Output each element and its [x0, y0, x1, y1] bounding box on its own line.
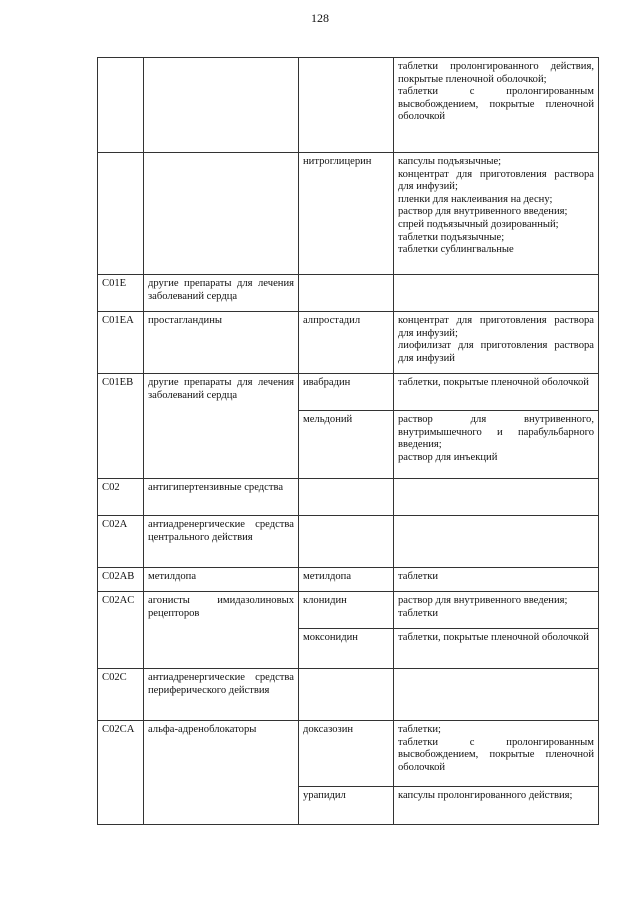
group-name-cell: агонисты имидазолиновых рецепторов: [144, 592, 299, 669]
inn-cell: клонидин: [299, 592, 394, 629]
dosage-forms-cell: [394, 721, 599, 787]
dosage-forms-cell: [394, 153, 599, 275]
dosage-forms-cell: [394, 592, 599, 629]
dosage-form: таблетки;: [398, 724, 441, 735]
inn-cell: [299, 275, 394, 312]
atc-code-cell: C02C: [98, 669, 144, 721]
dosage-forms-cell: [394, 411, 599, 479]
table-row: [98, 721, 599, 787]
dosage-form: таблетки подъязычные;: [398, 231, 505, 243]
page-number: 128: [311, 11, 329, 25]
table-row: [98, 58, 599, 153]
dosage-form: капсулы пролонгированного действия;: [398, 790, 573, 801]
dosage-forms-cell: [394, 629, 599, 669]
table-row: [98, 312, 599, 374]
dosage-form: спрей подъязычный дозированный;: [398, 218, 559, 230]
group-name-cell: антигипертензивные средства: [144, 479, 299, 516]
atc-code-cell: C02CA: [98, 721, 144, 825]
dosage-form: раствор для инъекций: [398, 451, 498, 463]
dosage-forms-cell: [394, 787, 599, 825]
group-name-cell: простагландины: [144, 312, 299, 374]
dosage-form: таблетки пролонгированного действия, покрытые пленочной оболочкой;: [398, 61, 594, 85]
dosage-form: таблетки, покрытые пленочной оболочкой: [398, 632, 589, 643]
atc-code-cell: C02AC: [98, 592, 144, 669]
dosage-forms-cell: [394, 312, 599, 374]
inn-cell: урапидил: [299, 787, 394, 825]
dosage-forms-cell: [394, 568, 599, 592]
dosage-forms-cell: [394, 374, 599, 411]
inn-cell: моксонидин: [299, 629, 394, 669]
dosage-form: раствор для внутривенного, внутримышечного и парабульбарного введения;: [398, 414, 594, 451]
group-name-cell: метилдопа: [144, 568, 299, 592]
dosage-form: таблетки сублингвальные: [398, 244, 514, 256]
atc-code-cell: [98, 58, 144, 153]
group-name-cell: [144, 58, 299, 153]
dosage-form: концентрат для приготовления раствора для инфузий;: [398, 168, 594, 193]
table-row: [98, 153, 599, 275]
inn-cell: метилдопа: [299, 568, 394, 592]
table-row: [98, 374, 599, 411]
group-name-cell: альфа-адреноблокаторы: [144, 721, 299, 825]
group-name-cell: другие препараты для лечения заболеваний сердца: [144, 374, 299, 479]
dosage-forms-cell: [394, 516, 599, 568]
atc-drug-table: [97, 57, 599, 825]
inn-cell: [299, 516, 394, 568]
inn-cell: [299, 479, 394, 516]
inn-cell: [299, 58, 394, 153]
atc-code-cell: C02AB: [98, 568, 144, 592]
dosage-form: таблетки: [398, 571, 439, 582]
group-name-cell: антиадренергические средства центрального действия: [144, 516, 299, 568]
atc-code-cell: C01E: [98, 275, 144, 312]
dosage-form: таблетки, покрытые пленочной оболочкой: [398, 377, 589, 388]
group-name-cell: другие препараты для лечения заболеваний сердца: [144, 275, 299, 312]
table-row: [98, 479, 599, 516]
table-row: [98, 568, 599, 592]
dosage-form: капсулы подъязычные;: [398, 156, 502, 167]
inn-cell: мельдоний: [299, 411, 394, 479]
dosage-form: таблетки с пролонгированным высвобождением, покрытые пленочной оболочкой: [398, 736, 594, 773]
dosage-form: таблетки с пролонгированным высвобождением, покрытые пленочной оболочкой: [398, 86, 594, 123]
inn-cell: алпростадил: [299, 312, 394, 374]
inn-cell: [299, 669, 394, 721]
atc-code-cell: C01EA: [98, 312, 144, 374]
atc-code-cell: [98, 153, 144, 275]
dosage-form: раствор для внутривенного введения;: [398, 206, 568, 218]
dosage-form: концентрат для приготовления раствора для инфузий;: [398, 315, 594, 339]
dosage-form: раствор для внутривенного введения;: [398, 595, 568, 606]
inn-cell: ивабрадин: [299, 374, 394, 411]
atc-code-cell: C01EB: [98, 374, 144, 479]
dosage-form: таблетки: [398, 607, 439, 619]
atc-code-cell: C02: [98, 479, 144, 516]
table-row: [98, 275, 599, 312]
atc-code-cell: C02A: [98, 516, 144, 568]
group-name-cell: антиадренергические средства периферического действия: [144, 669, 299, 721]
dosage-forms-cell: [394, 669, 599, 721]
table-row: [98, 592, 599, 629]
table-row: [98, 669, 599, 721]
dosage-forms-cell: [394, 275, 599, 312]
dosage-forms-cell: [394, 58, 599, 153]
dosage-form: лиофилизат для приготовления раствора для инфузий: [398, 340, 594, 364]
table-row: [98, 516, 599, 568]
dosage-form: пленки для наклеивания на десну;: [398, 193, 553, 205]
inn-cell: доксазозин: [299, 721, 394, 787]
dosage-forms-cell: [394, 479, 599, 516]
inn-cell: нитроглицерин: [299, 153, 394, 275]
group-name-cell: [144, 153, 299, 275]
